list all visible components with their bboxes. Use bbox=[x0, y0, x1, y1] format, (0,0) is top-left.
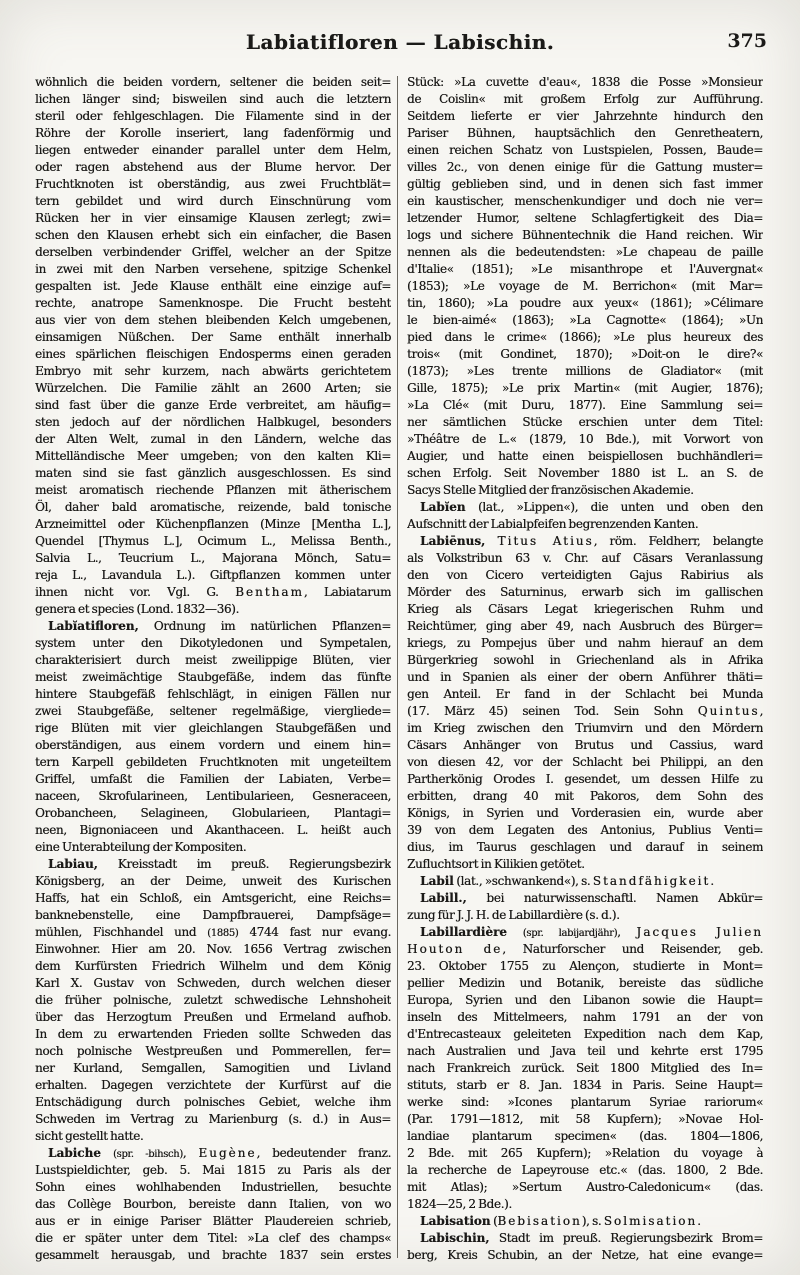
text-line: Schweden im Vertrag zu Marienburg (s. d.) in Aus= bbox=[35, 1112, 391, 1126]
text-line: logs und sichere Bühnentechnik die Hand reichen. Wir bbox=[407, 228, 763, 242]
text-line: charakterisiert durch meist zweilippige Blüten, vier bbox=[35, 653, 391, 667]
text-line: als Volkstribun 63 v. Chr. auf Cäsars Veranlassung bbox=[407, 551, 763, 565]
text-line: de Coislin« mit großem Erfolg zur Aufführung. bbox=[407, 92, 763, 106]
text-line: Zufluchtsort in Kilikien getötet. bbox=[407, 857, 585, 871]
text-line: 39 von dem Legaten des Antonius, Publius Venti= bbox=[407, 823, 763, 837]
text-line: maten sind sie fast gänzlich ausgeschlossen. Es sind bbox=[35, 466, 391, 480]
text-line: kriegs, zu Pompejus über und nahm hierauf an dem bbox=[407, 636, 763, 650]
text-line: 1824—25, 2 Bde.). bbox=[407, 1197, 512, 1211]
text-line: gesammelt herausgab, und brachte 1837 sein erstes bbox=[35, 1248, 391, 1262]
text-line: Königs, in Syrien und Vorderasien ein, wurde aber bbox=[407, 806, 763, 820]
text-line: aus vier von dem stehen bleibenden Kelch umgebenen, bbox=[35, 313, 391, 327]
text-line: Würzelchen. Die Familie zählt an 2600 Arten; sie bbox=[35, 381, 391, 395]
text-line: einen reichen Schatz von Lustspielen, Possen, Baude= bbox=[407, 143, 763, 157]
text-line: rechte, anatrope Samenknospe. Die Frucht besteht bbox=[35, 296, 391, 310]
text-line: In dem zu erwartenden Frieden sollte Schweden das bbox=[35, 1027, 391, 1041]
text-line: in zwei mit den Narben versehene, spitzige Schenkel bbox=[35, 262, 391, 276]
text-line: tern Karpell gebildeten Fruchtknoten mit ungeteiltem bbox=[35, 755, 391, 769]
text-line: erhalten. Dagegen verzichtete der Kurfürst auf die bbox=[35, 1078, 391, 1092]
text-line: erbitten, drang 40 mit Pakoros, dem Sohn des bbox=[407, 789, 763, 803]
text-line: nach Frankreich zurück. Seit 1800 Mitglied des In= bbox=[407, 1061, 763, 1075]
text-line: Lustspieldichter, geb. 5. Mai 1815 zu Paris als der bbox=[35, 1163, 391, 1177]
text-line: oder ragen abstehend aus der Blume hervor. Der bbox=[35, 160, 391, 174]
page-header bbox=[0, 0, 800, 60]
text-line: eines spärlichen fleischigen Endosperms einen geraden bbox=[35, 347, 391, 361]
text-line: schen Erfolg. Seit November 1880 ist L. an S. de bbox=[407, 466, 763, 480]
text-line: Labill., bei naturwissenschaftl. Namen Abkür= bbox=[420, 891, 763, 905]
text-line: rige Blüten mit vier gleichlangen Staubgefäßen und bbox=[35, 721, 391, 735]
text-line: Krieg als Cäsars Legat kriegerischen Ruhm und bbox=[407, 602, 763, 616]
text-line: gespalten ist. Jede Klause enthält eine einzige auf= bbox=[35, 279, 391, 293]
text-line: Embryo mit sehr kurzem, nach abwärts gerichtetem bbox=[35, 364, 391, 378]
text-line: Cäsars Anhänger von Brutus und Cassius, ward bbox=[407, 738, 763, 752]
text-line: einsamigen Nüßchen. Der Same enthält innerhalb bbox=[35, 330, 391, 344]
text-line: das Collège Bourbon, bereiste dann Italien, von wo bbox=[35, 1197, 391, 1211]
text-line: d'Entrecasteaux geleiteten Expedition nach dem Kap, bbox=[407, 1027, 763, 1041]
text-line: liegen entweder einander parallel unter dem Helm, bbox=[35, 143, 391, 157]
text-line: banknebenstelle, eine Dampfbrauerei, Dampfsäge= bbox=[35, 908, 391, 922]
text-line: die früher polnische, zuletzt schwedische Lehnshoheit bbox=[35, 993, 391, 1007]
text-line: landiae plantarum specimen« (das. 1804—1806, bbox=[407, 1129, 763, 1143]
text-line: aus er in einige Pariser Blätter Plaudereien schrieb, bbox=[35, 1214, 391, 1228]
text-line: zung für J. J. H. de Labillardière (s. d.). bbox=[407, 908, 620, 922]
text-line: Labĭen (lat., »Lippen«), die unten und oben den bbox=[420, 500, 763, 514]
text-line: sicht gestellt hatte. bbox=[35, 1129, 144, 1143]
text-line: meist aromatisch riechende Pflanzen mit ätherischem bbox=[35, 483, 391, 497]
text-line: Röhre der Korolle inseriert, lang fadenförmig und bbox=[35, 126, 391, 140]
text-line: Labischin, Stadt im preuß. Regierungsbezirk Brom= bbox=[420, 1231, 763, 1245]
text-line: ihnen nicht vor. Vgl. G. Bentham, Labiatarum bbox=[35, 585, 391, 599]
text-line: ner sämtlichen Stücke erschien unter dem Titel: bbox=[407, 415, 763, 429]
text-line: zwei Staubgefäße, seltener regelmäßige, viergliede= bbox=[35, 704, 391, 718]
text-line: Labillardière (spr. labijardjähr), Jacques Julien bbox=[420, 925, 763, 939]
text-line: pellier Medizin und Botanik, bereiste das südliche bbox=[407, 976, 763, 990]
text-line: dem Kurfürsten Friedrich Wilhelm und dem König bbox=[35, 959, 391, 973]
text-line: Reichtümer, ging aber 49, nach Ausbruch des Bürger= bbox=[407, 619, 763, 633]
text-line: stituts, starb er 8. Jan. 1834 in Paris. Seine Haupt= bbox=[407, 1078, 763, 1092]
text-line: mit Atlas); »Sertum Austro-Caledonicum« (das. bbox=[407, 1180, 763, 1194]
text-line: tin, 1860); »La poudre aux yeux« (1861); »Célimare bbox=[407, 296, 763, 310]
text-line: la recherche de Lapeyrouse etc.« (das. 1800, 2 Bde. bbox=[407, 1163, 763, 1177]
text-line: (17. März 45) seinen Tod. Sein Sohn Quintus, bbox=[407, 704, 763, 718]
text-line: Einwohner. Hier am 20. Nov. 1656 Vertrag zwischen bbox=[35, 942, 391, 956]
text-line: inseln des Mittelmeers, nahm 1791 an der von bbox=[407, 1010, 763, 1024]
text-line: oberständigen, aus einem vordern und einem hin= bbox=[35, 738, 391, 752]
text-line: 23. Oktober 1755 zu Alençon, studierte in Mont= bbox=[407, 959, 763, 973]
text-line: und in Spanien als einer der obern Anführer thäti= bbox=[407, 670, 763, 684]
text-line: lichen länger sind; bisweilen sind auch die letztern bbox=[35, 92, 391, 106]
text-line: »La Clé« (mit Duru, 1877). Eine Sammlung sei= bbox=[407, 398, 763, 412]
text-line: (Par. 1791—1812, mit 58 Kupfern); »Novae Hol- bbox=[407, 1112, 763, 1126]
text-line: le bien-aimé« (1863); »La Cagnotte« (1864); »Un bbox=[407, 313, 763, 327]
text-line: Labil (lat., »schwankend«), s. Standfähigkeit. bbox=[420, 874, 714, 888]
text-line: »Théâtre de L.« (1879, 10 Bde.), mit Vorwort von bbox=[407, 432, 763, 446]
text-line: naceen, Skrofularineen, Lentibularieen, Gesneraceen, bbox=[35, 789, 391, 803]
text-line: Labiche (spr. -bihsch), Eugène, bedeutender franz. bbox=[48, 1146, 391, 1160]
text-line: letzender Humor, seltene Schlagfertigkeit des Dia= bbox=[407, 211, 763, 225]
running-title: Labiatifloren — Labischin. bbox=[245, 30, 555, 54]
text-line: Labĭatifloren, Ordnung im natürlichen Pflanzen= bbox=[48, 619, 391, 633]
text-line: Karl X. Gustav von Schweden, durch welchen dieser bbox=[35, 976, 391, 990]
text-line: meist zweimächtige Staubgefäße, indem das fünfte bbox=[35, 670, 391, 684]
text-line: ein kaustischer, menschenkundiger und doch nie ver= bbox=[407, 194, 763, 208]
text-line: genera et species (Lond. 1832—36). bbox=[35, 602, 239, 616]
text-line: noch polnische Westpreußen und Pommerellen, fer= bbox=[35, 1044, 391, 1058]
text-line: derselben verbindender Griffel, welcher an der Spitze bbox=[35, 245, 391, 259]
left-column bbox=[35, 74, 391, 1264]
text-line: Stück: »La cuvette d'eau«, 1838 die Posse »Monsieur bbox=[407, 75, 763, 89]
text-line: von diesen 42, vor der Schlacht bei Philippi, an den bbox=[407, 755, 763, 769]
text-line: Pariser Bühnen, hauptsächlich den Genretheatern, bbox=[407, 126, 763, 140]
text-line: Fruchtknoten ist oberständig, aus zwei Fruchtblät= bbox=[35, 177, 391, 191]
text-line: Labisation (Bebisation), s. Solmisation. bbox=[420, 1214, 701, 1228]
text-line: werke sind: »Icones plantarum Syriae rariorum« bbox=[407, 1095, 763, 1109]
text-line: gültig geblieben sind, und in denen sich fast immer bbox=[407, 177, 763, 191]
text-line: nach Australien und Java teil und kehrte erst 1795 bbox=[407, 1044, 763, 1058]
text-line: Aufschnitt der Labialpfeifen begrenzenden Kanten. bbox=[407, 517, 699, 531]
text-line: (1853); »Le voyage de M. Berrichon« (mit Mar= bbox=[407, 279, 763, 293]
text-line: Gille, 1875); »Le prix Martin« (mit Augier, 1876); bbox=[407, 381, 763, 395]
text-line: Griffel, umfaßt die Familien der Labiaten, Verbe= bbox=[35, 772, 391, 786]
text-line: sind fast über die ganze Erde verbreitet, am häufig= bbox=[35, 398, 391, 412]
text-line: Labiēnus, Titus Atius, röm. Feldherr, belangte bbox=[420, 534, 763, 548]
text-line: Seitdem lieferte er vier Jahrzehnte hindurch den bbox=[407, 109, 763, 123]
text-line: sten jedoch auf der nördlichen Halbkugel, besonders bbox=[35, 415, 391, 429]
text-line: Königsberg, an der Deime, unweit des Kurischen bbox=[35, 874, 391, 888]
text-line: Arzneimittel oder Küchenpflanzen (Minze [Mentha L.], bbox=[35, 517, 391, 531]
text-line: gen Anteil. Er fand in der Schlacht bei Munda bbox=[407, 687, 763, 701]
text-line: Quendel [Thymus L.], Ocimum L., Melissa Benth., bbox=[35, 534, 391, 548]
text-line: dius, im Taurus geschlagen und darauf in seinem bbox=[407, 840, 763, 854]
text-line: die er später unter dem Titel: »La clef des champs« bbox=[35, 1231, 391, 1245]
text-line: hintere Staubgefäß fehlschlägt, in einigen Fällen nur bbox=[35, 687, 391, 701]
text-line: wöhnlich die beiden vordern, seltener die beiden seit= bbox=[35, 75, 391, 89]
text-line: Rücken her in vier einsamige Klausen zerlegt; zwi= bbox=[35, 211, 391, 225]
text-line: im Krieg zwischen den Triumvirn und den Mördern bbox=[407, 721, 763, 735]
text-line: Labiau, Kreisstadt im preuß. Regierungsbezirk bbox=[48, 857, 391, 871]
text-line: Öl, daher bald aromatische, reizende, bald tonische bbox=[35, 500, 391, 514]
right-column bbox=[407, 74, 763, 1264]
text-line: den von Cicero verteidigten Gajus Rabirius als bbox=[407, 568, 763, 582]
page-number: 375 bbox=[727, 30, 767, 52]
text-line: d'Italie« (1851); »Le misanthrope et l'Auvergnat« bbox=[407, 262, 763, 276]
text-line: neen, Bignoniaceen und Akanthaceen. L. heißt auch bbox=[35, 823, 391, 837]
text-line: pied dans le crime« (1866); »Le plus heureux des bbox=[407, 330, 763, 344]
text-line: schen den Klausen erhebt sich ein einfacher, die Basen bbox=[35, 228, 391, 242]
text-line: Sacys Stelle Mitglied der französischen Akademie. bbox=[407, 483, 694, 497]
text-line: berg, Kreis Schubin, an der Netze, hat eine evange= bbox=[407, 1248, 763, 1262]
text-line: Orobancheen, Selagineen, Globularieen, Plantagi= bbox=[35, 806, 391, 820]
text-line: Sohn eines wohlhabenden Industriellen, besuchte bbox=[35, 1180, 391, 1194]
text-block bbox=[0, 60, 800, 1264]
text-line: Europa, Syrien und den Libanon sowie die Haupt= bbox=[407, 993, 763, 1007]
text-line: Mittelländische Meer umgeben; von den kalten Kli= bbox=[35, 449, 391, 463]
text-line: steril oder fehlgeschlagen. Die Filamente sind in der bbox=[35, 109, 391, 123]
text-line: Houton de, Naturforscher und Reisender, geb. bbox=[407, 942, 763, 956]
text-line: Partherkönig Orodes I. gesendet, um dessen Hilfe zu bbox=[407, 772, 763, 786]
text-line: Haffs, hat ein Schloß, ein Amtsgericht, eine Reichs= bbox=[35, 891, 391, 905]
text-line: ner Kurland, Semgallen, Samogitien und Livland bbox=[35, 1061, 391, 1075]
text-line: der Alten Welt, zumal in den Ländern, welche das bbox=[35, 432, 391, 446]
column-divider bbox=[397, 76, 398, 1258]
text-line: reja L., Lavandula L.). Giftpflanzen kommen unter bbox=[35, 568, 391, 582]
text-line: system unter den Dikotyledonen und Sympetalen, bbox=[35, 636, 391, 650]
text-line: über das Herzogtum Preußen und Ermeland aufhob. bbox=[35, 1010, 391, 1024]
text-line: nennen als die bedeutendsten: »Le chapeau de paille bbox=[407, 245, 763, 259]
text-line: Mörder des Saturninus, erwarb sich im gallischen bbox=[407, 585, 763, 599]
text-line: Salvia L., Teucrium L., Majorana Mönch, Satu= bbox=[35, 551, 391, 565]
text-line: tern gebildet und wird durch Einschnürung vom bbox=[35, 194, 391, 208]
text-line: 2 Bde. mit 265 Kupfern); »Relation du voyage à bbox=[407, 1146, 763, 1160]
text-line: mühlen, Fischhandel und (1885) 4744 fast nur evang. bbox=[35, 925, 391, 939]
text-line: Entschädigung durch polnisches Gebiet, welche ihm bbox=[35, 1095, 391, 1109]
text-line: villes 2c., von denen einige für die Gattung muster= bbox=[407, 160, 763, 174]
text-line: (1873); »Les trente millions de Gladiator« (mit bbox=[407, 364, 763, 378]
text-line: eine Unterabteilung der Kompositen. bbox=[35, 840, 247, 854]
text-line: Augier, und hatte einen beispiellosen buchhändleri= bbox=[407, 449, 763, 463]
text-line: trois« (mit Gondinet, 1870); »Doit-on le dire?« bbox=[407, 347, 763, 361]
text-line: Bürgerkrieg sowohl in Griechenland als in Afrika bbox=[407, 653, 763, 667]
